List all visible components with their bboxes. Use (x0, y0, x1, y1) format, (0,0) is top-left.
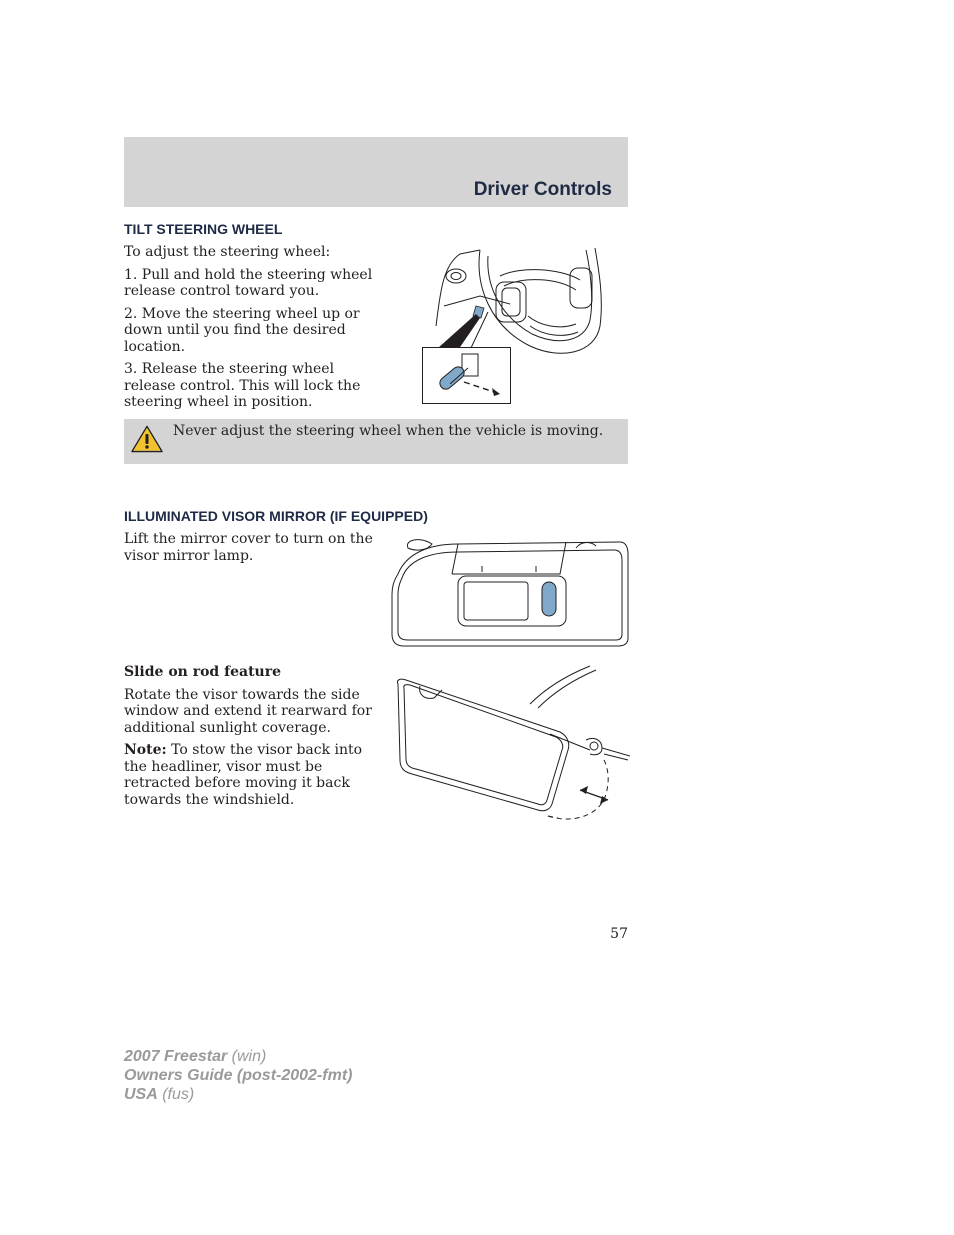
visor-slide-illustration (390, 664, 630, 826)
footer-model-code: (win) (227, 1048, 267, 1065)
warning-box (124, 419, 628, 464)
tilt-intro: To adjust the steering wheel: (124, 244, 331, 260)
footer-guide: Owners Guide (post-2002-fmt) (124, 1067, 353, 1084)
note-text: To stow the visor back into the headliner, visor must be retracted before moving it back towards the windshield. (124, 742, 363, 808)
visor-mirror-heading: ILLUMINATED VISOR MIRROR (IF EQUIPPED) (124, 508, 428, 524)
visor-mirror-illustration (388, 534, 630, 648)
header-band (124, 137, 628, 207)
footer-line-1 (124, 1047, 352, 1066)
page-title: Driver Controls (473, 179, 612, 200)
slide-rod-text: Rotate the visor towards the side window and extend it rearward for additional sunlight coverage. (124, 686, 372, 736)
tilt-step-3: 3. Release the steering wheel release control. This will lock the steering wheel in position. (124, 361, 361, 410)
warning-triangle-icon (131, 425, 163, 453)
footer-market: USA (124, 1086, 158, 1103)
tilt-steering-heading: TILT STEERING WHEEL (124, 221, 283, 237)
slide-rod-heading: Slide on rod feature (124, 664, 282, 680)
footer (124, 1047, 352, 1104)
visor-mirror-body (124, 531, 374, 564)
slide-rod-note (124, 742, 374, 808)
page-number: 57 (610, 926, 628, 942)
visor-mirror-text: Lift the mirror cover to turn on the visor mirror lamp. (124, 531, 373, 564)
steering-wheel-illustration (420, 246, 610, 406)
footer-line-2 (124, 1066, 352, 1085)
warning-text: Never adjust the steering wheel when the vehicle is moving. (173, 423, 604, 439)
tilt-step-1: 1. Pull and hold the steering wheel release control toward you. (124, 266, 373, 299)
footer-market-code: (fus) (157, 1086, 195, 1103)
slide-rod-body (124, 664, 374, 808)
footer-model: 2007 Freestar (124, 1048, 228, 1065)
note-label: Note: (124, 742, 167, 758)
tilt-step-2: 2. Move the steering wheel up or down until you find the desired location. (124, 305, 360, 355)
footer-line-3 (124, 1085, 352, 1104)
tilt-steering-body (124, 244, 374, 411)
